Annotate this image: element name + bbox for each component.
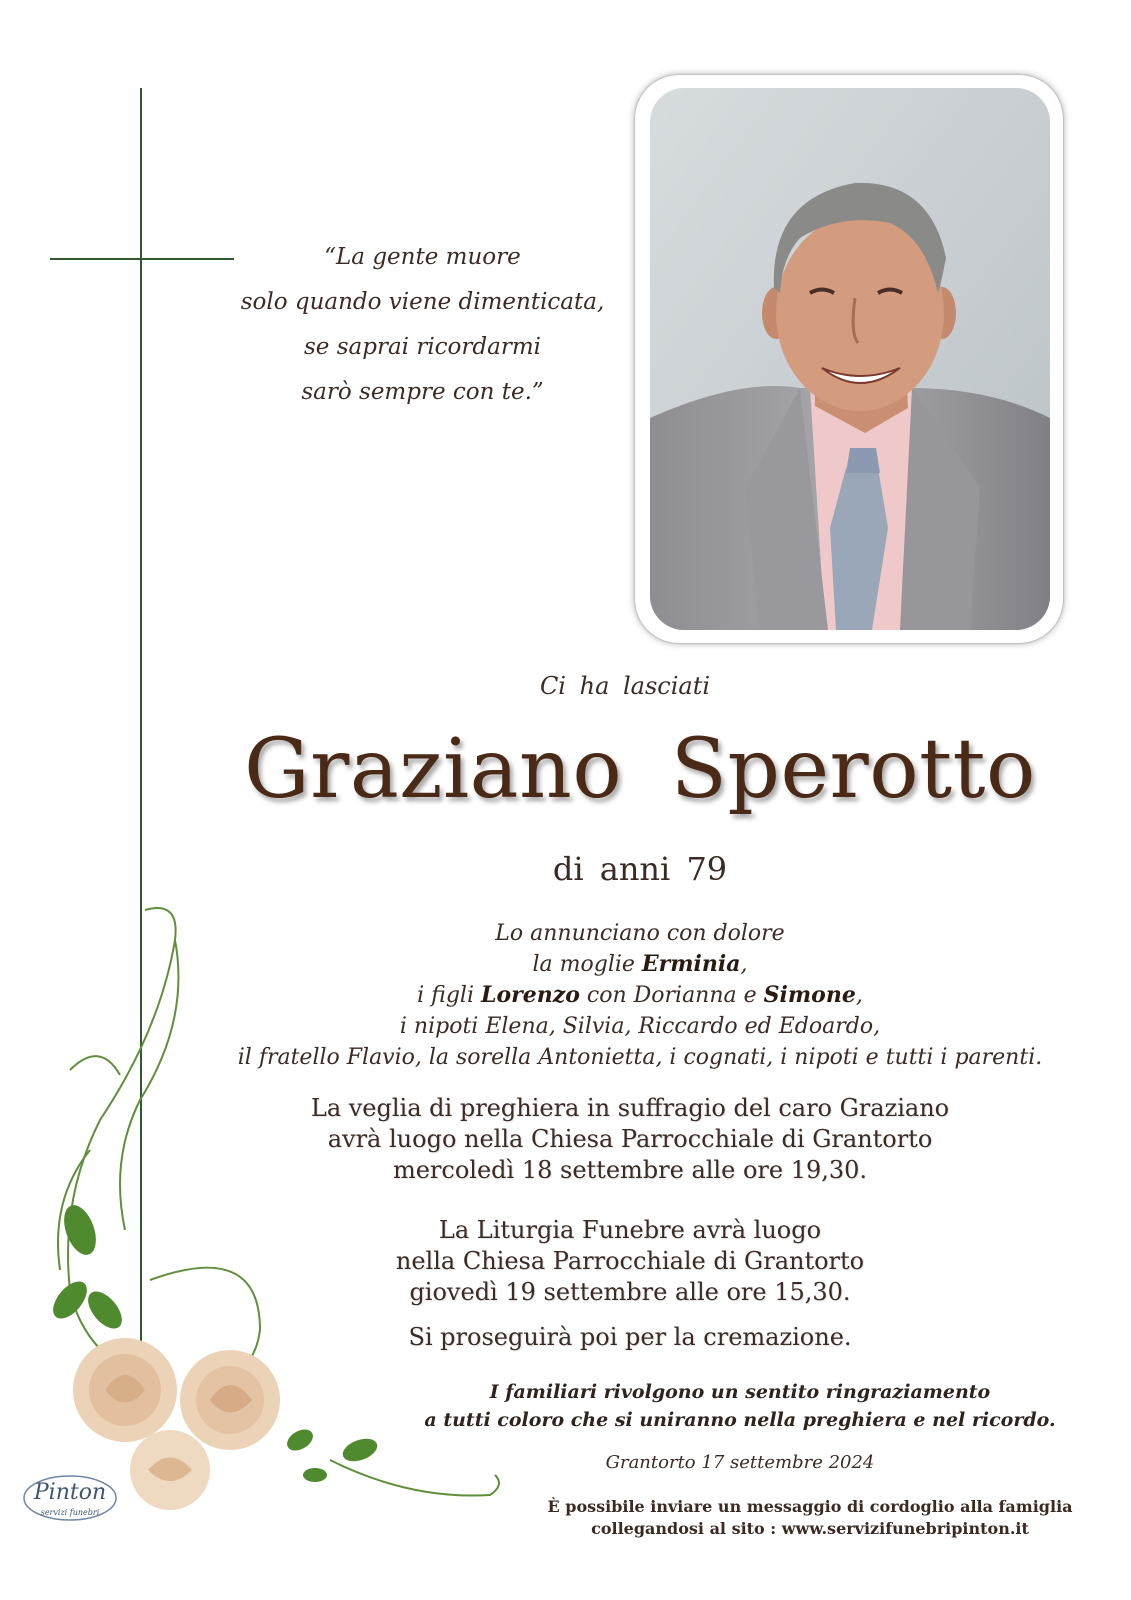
funeral-line: La Liturgia Funebre avrà luogo <box>438 1216 822 1244</box>
memorial-quote <box>235 235 610 415</box>
son-name: Lorenzo <box>481 982 580 1008</box>
quote-line: solo quando viene dimenticata, <box>240 289 605 315</box>
thanks-line: I familiari rivolgono un sentito ringraziamento <box>489 1381 991 1403</box>
announcement-line: il fratello Flavio, la sorella Antonietta, i cognati, i nipoti e tutti i parenti. <box>237 1045 1043 1070</box>
wife-name: Erminia <box>641 951 741 977</box>
footer-line: È possibile inviare un messaggio di cordoglio alla famiglia <box>547 1497 1073 1516</box>
rose-floral-decoration <box>30 900 530 1540</box>
vigil-line: avrà luogo nella Chiesa Parrocchiale di Grantorto <box>327 1125 933 1153</box>
vigil-line: La veglia di preghiera in suffragio del caro Graziano <box>310 1094 950 1122</box>
announcement-line: i nipoti Elena, Silvia, Riccardo ed Edoardo, <box>399 1014 881 1039</box>
logo-subtitle: servizi funebri <box>40 1508 100 1517</box>
place-date: Grantorto 17 settembre 2024 <box>605 1452 875 1473</box>
condolence-footer <box>490 1496 1130 1540</box>
cremation-line: Si proseguirà poi per la cremazione. <box>408 1323 852 1351</box>
deceased-portrait-photo <box>650 88 1050 630</box>
announcement-text: , <box>855 983 863 1008</box>
son-name: Simone <box>763 982 856 1008</box>
logo-name: Pinton <box>33 1480 107 1505</box>
footer-line: collegandosi al sito : www.servizifunebripinton.it <box>591 1519 1029 1538</box>
deceased-age: di anni 79 <box>552 850 728 888</box>
cross-horizontal-bar <box>50 258 234 260</box>
vigil-line: mercoledì 18 settembre alle ore 19,30. <box>392 1156 868 1184</box>
announcement-text: i figli <box>417 983 481 1008</box>
announcement-text: con Dorianna e <box>579 983 764 1008</box>
quote-line: “La gente muore <box>324 244 521 270</box>
quote-line: se saprai ricordarmi <box>303 334 541 360</box>
announcement-text: , <box>740 952 748 977</box>
thanks-line: a tutti coloro che si uniranno nella preghiera e nel ricordo. <box>424 1409 1056 1431</box>
announcement-line: Lo annunciano con dolore <box>495 921 785 946</box>
quote-line: sarò sempre con te.” <box>301 379 544 405</box>
funeral-line: nella Chiesa Parrocchiale di Grantorto <box>395 1247 865 1275</box>
announcement-text: la moglie <box>532 952 642 977</box>
deceased-name: Graziano Sperotto <box>244 722 1036 817</box>
funeral-line: giovedì 19 settembre alle ore 15,30. <box>409 1278 851 1306</box>
intro-text: Ci ha lasciati <box>539 672 711 700</box>
